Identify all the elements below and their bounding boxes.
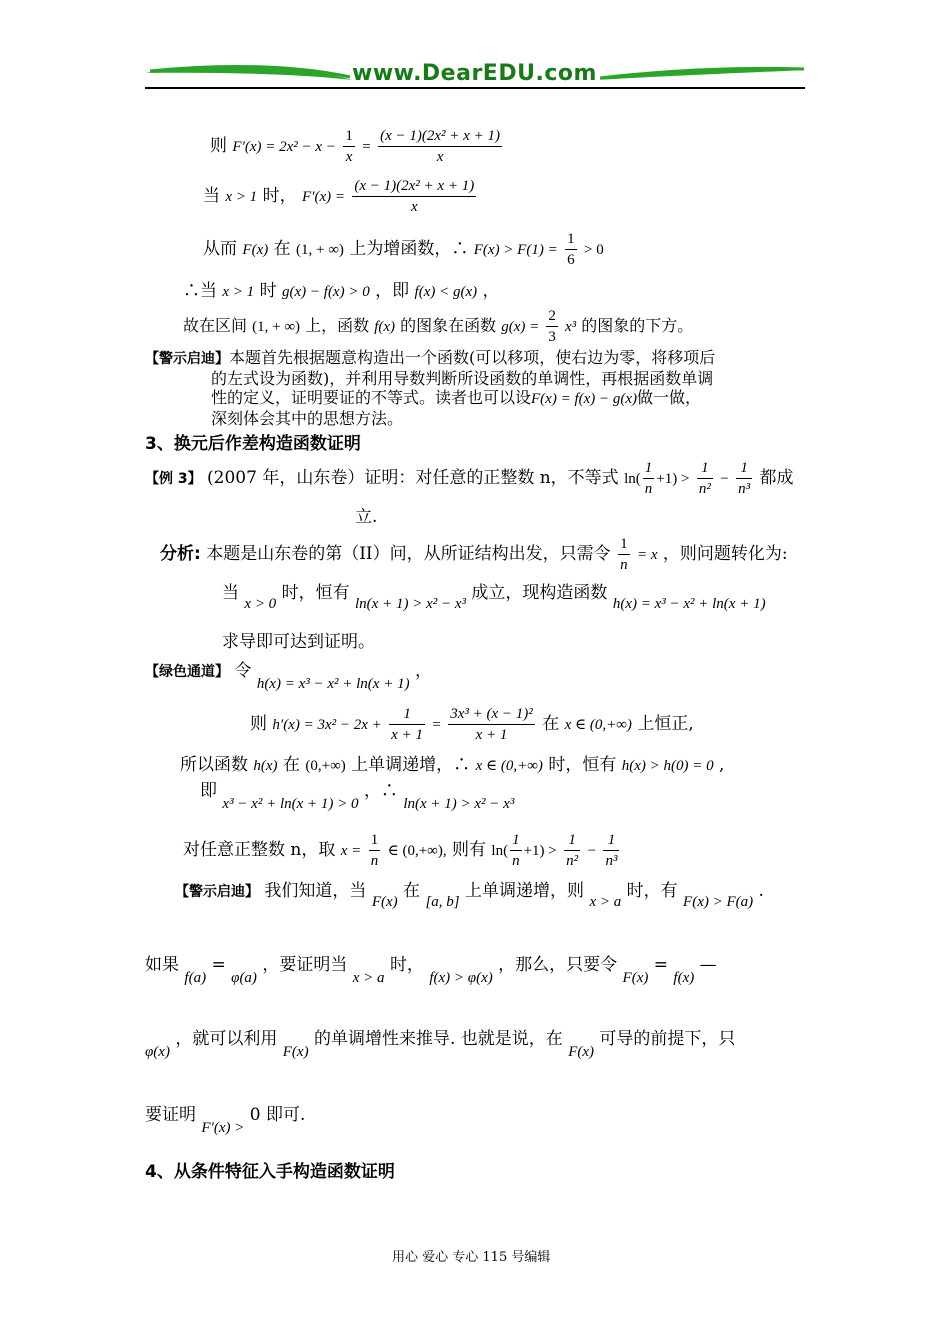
- monotonic-line: 所以函数 h(x) 在 (0,+∞) 上单调递增，∴ x ∈ (0,+∞) 时，恒有 h(x) > h(0) = 0 ,: [180, 755, 725, 775]
- increasing-line: 从而 F(x) 在 (1, + ∞) 上为增函数，∴ F(x) > F(1) = $\frac{1}{6}$ > 0: [203, 231, 604, 268]
- h-derivative-line: 则 h′(x) = 3x² − 2x + $\frac{1}{x + 1}$ = $\frac{\text{3x³ + (x − 1)²}}{x + 1}$ 在 x ∈ (0,+∞) 上恒正,: [250, 706, 694, 743]
- hint-block-2-line4: 要证明 F′(x) > 0 即可.: [145, 1105, 306, 1136]
- hint-block-2-line2: 如果 f(a) = φ(a) ，要证明当 x > a 时， f(x) > φ(x) ，那么，只要令 F(x) = f(x) —: [145, 955, 717, 986]
- footer-text: 用心 爱心 专心 115 号编辑: [392, 1250, 551, 1265]
- hint-block-1: 【警示启迪】本题首先根据题意构造出一个函数(可以移项，使右边为零，将移项后 的左式设为函数)，并利用导数判断所设函数的单调性，再根据函数单调 性的定义，证明要证的不等式。读者也可以设F(x) = f(x) − g(x)做一做， 深刻体会其中的思想方法。: [145, 348, 716, 428]
- derivative-line: 则 F′(x) = 2x² − x − $\frac{1}{x}$ = $\frac{\text{(x − 1)(2x² + x + 1)}}{x}$: [210, 128, 500, 165]
- hint-label: 【警示启迪】: [145, 351, 229, 367]
- positive-integer-line: 对任意正整数 n，取 x = $\frac{1}{n}$ ∈ (0,+∞), 则有 ln( $\frac{1}{n}$ +1) > $\frac{1}{\text{n²}}$ − $\frac{1}{\text{n³}}$: [183, 832, 618, 869]
- header-site-name[interactable]: www.DearEDU.com: [352, 61, 597, 86]
- analysis-line2: 当 x > 0 时，恒有 ln(x + 1) > x² − x³ 成立，现构造函数 h(x) = x³ − x² + ln(x + 1): [222, 583, 766, 612]
- example-3-line2: 立.: [355, 507, 378, 527]
- analysis-line1: 分析: 本题是山东卷的第（II）问，从所证结构出发，只需令 $\frac{1}{n}$ = x ，则问题转化为:: [160, 536, 788, 573]
- hint-block-2-line1: 【警示启迪】 我们知道，当 F(x) 在 [a, b] 上单调递增，则 x > a 时，有 F(x) > F(a) .: [175, 881, 764, 910]
- section-3-title: 3、换元后作差构造函数证明: [145, 434, 361, 454]
- example-3: 【例 3】 (2007 年，山东卷）证明：对任意的正整数 n，不等式 ln( $\frac{1}{n}$ +1) > $\frac{1}{\text{n²}}$ − $\frac{1}{\text{n³}}$ 都成: [145, 460, 794, 497]
- header-rule: [145, 87, 805, 89]
- therefore-line: 即 x³ − x² + ln(x + 1) > 0 ，∴ ln(x + 1) > x² − x³: [200, 781, 515, 812]
- derivative-condition-line: 当 x > 1 时， F′(x) = $\frac{\text{(x − 1)(2x² + x + 1)}}{x}$: [203, 178, 475, 215]
- conclusion-line: ∴当 x > 1 时 g(x) − f(x) > 0 ，即 f(x) < g(x) ，: [183, 281, 500, 301]
- graph-conclusion-line: 故在区间 (1, + ∞) 上，函数 f(x) 的图象在函数 g(x) = $\frac{2}{3}$ x³ 的图象的下方。: [183, 308, 694, 345]
- section-4-title: 4、从条件特征入手构造函数证明: [145, 1162, 395, 1182]
- analysis-line3: 求导即可达到证明。: [222, 632, 375, 652]
- hint-block-2-line3: φ(x) ，就可以利用 F(x) 的单调增性来推导. 也就是说，在 F(x) 可导的前提下，只: [145, 1029, 736, 1060]
- green-channel-line1: 【绿色通道】 令 h(x) = x³ − x² + ln(x + 1) ，: [145, 661, 432, 692]
